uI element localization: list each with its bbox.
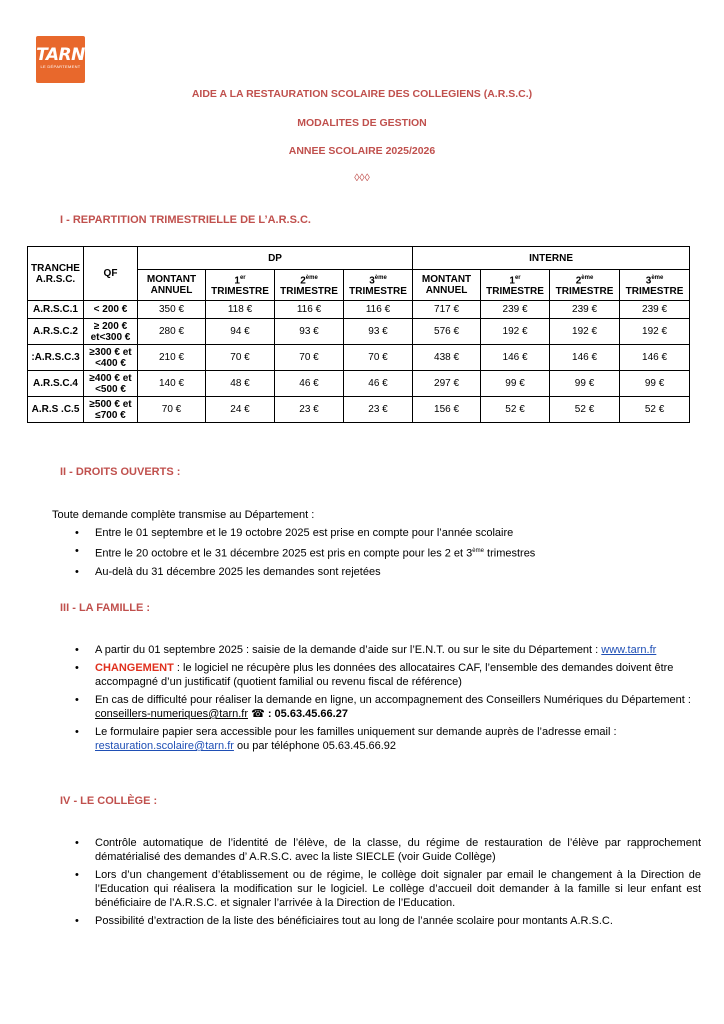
header-dp-t2: 2ème TRIMESTRE (275, 270, 344, 301)
conseillers-email-link[interactable]: conseillers-numeriques@tarn.fr (95, 708, 249, 720)
dp-t2-cell: 93 € (275, 319, 344, 345)
interne-t1-cell: 52 € (481, 397, 550, 423)
dp-montant-cell: 70 € (138, 397, 206, 423)
dp-t1-cell: 118 € (206, 301, 275, 319)
header-interne-t2: 2ème TRIMESTRE (550, 270, 620, 301)
interne-t2-cell: 239 € (550, 301, 620, 319)
college-list (95, 836, 701, 932)
tranche-cell: A.R.S.C.1 (28, 301, 84, 319)
logo-word: TARN (36, 45, 85, 65)
header-qf: QF (84, 247, 138, 301)
interne-t1-cell: 99 € (481, 371, 550, 397)
interne-t2-cell: 52 € (550, 397, 620, 423)
repartition-table (27, 246, 690, 423)
dp-t3-cell: 46 € (344, 371, 413, 397)
list-item: • Au-delà du 31 décembre 2025 les demandes sont rejetées (95, 565, 701, 579)
dp-t2-cell: 46 € (275, 371, 344, 397)
list-item: • A partir du 01 septembre 2025 : saisie de la demande d’aide sur l’E.N.T. ou sur le site du Département : www.tarn.fr (95, 643, 701, 657)
header-dp-montant: MONTANT ANNUEL (138, 270, 206, 301)
changement-label: CHANGEMENT (95, 662, 174, 674)
dp-t1-cell: 24 € (206, 397, 275, 423)
qf-cell: ≥500 € et ≤700 € (84, 397, 138, 423)
qf-cell: ≥400 € et <500 € (84, 371, 138, 397)
doc-title: AIDE A LA RESTAURATION SCOLAIRE DES COLLEGIENS (A.R.S.C.) (191, 88, 533, 100)
table-row (28, 371, 690, 397)
tarn-logo (36, 36, 85, 83)
interne-montant-cell: 297 € (413, 371, 481, 397)
interne-t1-cell: 146 € (481, 345, 550, 371)
header-tranche: TRANCHE A.R.S.C. (28, 247, 84, 301)
dp-t3-cell: 93 € (344, 319, 413, 345)
section-4-title: IV - LE COLLÈGE : (60, 795, 158, 807)
interne-t2-cell: 192 € (550, 319, 620, 345)
interne-t3-cell: 239 € (620, 301, 690, 319)
ornament: ◊◊◊ (354, 172, 370, 184)
list-item: • Contrôle automatique de l’identité de l’élève, de la classe, du régime de restauration de l’élève par rapprochement dématérialisé des demandes d’ A.R.S.C. avec la liste SIECLE (voir Guide Collège) (95, 836, 701, 864)
interne-t3-cell: 52 € (620, 397, 690, 423)
dp-montant-cell: 350 € (138, 301, 206, 319)
droits-list (95, 526, 701, 583)
header-dp: DP (138, 247, 413, 270)
list-item: • Entre le 01 septembre et le 19 octobre 2025 est prise en compte pour l’année scolaire (95, 526, 701, 540)
qf-cell: ≥300 € et <400 € (84, 345, 138, 371)
dp-t1-cell: 70 € (206, 345, 275, 371)
logo-subtitle: LE DÉPARTEMENT (40, 64, 81, 69)
table-row (28, 301, 690, 319)
section-1-title: I - REPARTITION TRIMESTRIELLE DE L’A.R.S.C. (60, 214, 311, 226)
table-row (28, 345, 690, 371)
header-dp-t1: 1er TRIMESTRE (206, 270, 275, 301)
interne-t2-cell: 146 € (550, 345, 620, 371)
dp-t3-cell: 116 € (344, 301, 413, 319)
list-item: • CHANGEMENT : le logiciel ne récupère plus les données des allocataires CAF, l’ensemble des demandes doivent être accompagné d’un justificatif (quotient familial ou revenu fiscal de référence) (95, 661, 701, 689)
section-2-title: II - DROITS OUVERTS : (60, 466, 181, 478)
list-item: • Possibilité d’extraction de la liste des bénéficiaires tout au long de l’année scolaire pour montants A.R.S.C. (95, 914, 701, 928)
list-item: • Le formulaire papier sera accessible pour les familles uniquement sur demande auprès de l’adresse email : restauration.scolaire@tarn.fr ou par téléphone 05.63.45.66.92 (95, 725, 701, 753)
section-2-intro: Toute demande complète transmise au Département : (52, 509, 315, 521)
dp-montant-cell: 280 € (138, 319, 206, 345)
interne-montant-cell: 576 € (413, 319, 481, 345)
qf-cell: < 200 € (84, 301, 138, 319)
dp-t3-cell: 70 € (344, 345, 413, 371)
header-interne-t1: 1er TRIMESTRE (481, 270, 550, 301)
phone-icon: ☎ (251, 708, 265, 720)
header-dp-t3: 3ème TRIMESTRE (344, 270, 413, 301)
doc-subtitle: MODALITES DE GESTION (297, 117, 427, 129)
dp-t3-cell: 23 € (344, 397, 413, 423)
table-row (28, 319, 690, 345)
list-item: • Lors d’un changement d’établissement ou de régime, le collège doit signaler par email le changement à la Direction de l’Education qui réalisera la modification sur le logiciel. Le collège d’accueil doit demander à la famille si leur enfant est bénéficiaire de l’A.R.S.C. et signaler l’arrivée à la Direction de l’Education. (95, 868, 701, 910)
tranche-cell: :A.R.S.C.3 (28, 345, 84, 371)
header-interne-t3: 3ème TRIMESTRE (620, 270, 690, 301)
interne-montant-cell: 438 € (413, 345, 481, 371)
list-item: • Entre le 20 octobre et le 31 décembre 2025 est pris en compte pour les 2 et 3ème trimestres (95, 544, 701, 561)
dp-montant-cell: 140 € (138, 371, 206, 397)
table-row (28, 397, 690, 423)
interne-t3-cell: 192 € (620, 319, 690, 345)
section-3-title: III - LA FAMILLE : (60, 602, 151, 614)
tarn-website-link[interactable]: www.tarn.fr (601, 644, 657, 656)
dp-t1-cell: 94 € (206, 319, 275, 345)
dp-t2-cell: 23 € (275, 397, 344, 423)
header-interne-montant: MONTANT ANNUEL (413, 270, 481, 301)
interne-montant-cell: 156 € (413, 397, 481, 423)
restauration-email-link[interactable]: restauration.scolaire@tarn.fr (95, 740, 234, 752)
interne-t1-cell: 192 € (481, 319, 550, 345)
interne-t3-cell: 99 € (620, 371, 690, 397)
interne-t2-cell: 99 € (550, 371, 620, 397)
tranche-cell: A.R.S .C.5 (28, 397, 84, 423)
interne-t1-cell: 239 € (481, 301, 550, 319)
doc-year: ANNEE SCOLAIRE 2025/2026 (288, 145, 436, 157)
tranche-cell: A.R.S.C.4 (28, 371, 84, 397)
famille-list (95, 643, 701, 757)
dp-t2-cell: 70 € (275, 345, 344, 371)
list-item: • En cas de difficulté pour réaliser la demande en ligne, un accompagnement des Conseillers Numériques du Département : conseillers-numeriques@tarn.fr ☎ : 05.63.45.66.27 (95, 693, 701, 721)
dp-t2-cell: 116 € (275, 301, 344, 319)
dp-montant-cell: 210 € (138, 345, 206, 371)
tranche-cell: A.R.S.C.2 (28, 319, 84, 345)
header-interne: INTERNE (413, 247, 690, 270)
dp-t1-cell: 48 € (206, 371, 275, 397)
interne-t3-cell: 146 € (620, 345, 690, 371)
interne-montant-cell: 717 € (413, 301, 481, 319)
qf-cell: ≥ 200 € et<300 € (84, 319, 138, 345)
